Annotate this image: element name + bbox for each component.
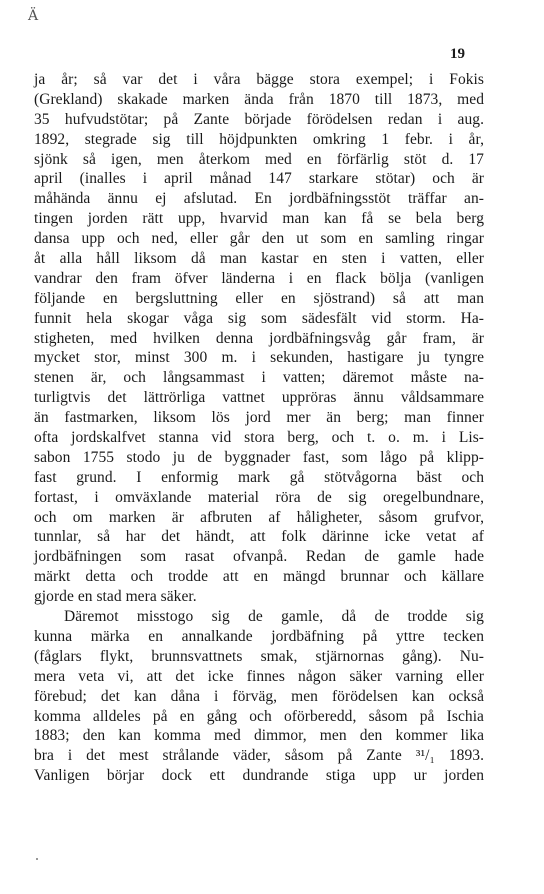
text-line: än fastmarken, liksom lös jord mer än berg; man finner xyxy=(34,409,484,427)
text-line: funnit hela skogar våga sig som sädesfält vid storm. Ha- xyxy=(34,309,484,327)
body-text xyxy=(34,70,484,786)
text-line: dansa upp och ned, eller går den ut som en samling ringar xyxy=(34,230,484,248)
text-line: ja år; så var det i våra bägge stora exempel; i Fokis xyxy=(34,71,484,88)
text-line: (fåglars flykt, brunnsvattnets smak, stjärnornas gång). Nu- xyxy=(34,647,484,665)
paragraph-end-line: gjorde en stad mera säker. xyxy=(34,588,197,606)
text-line: komma alldeles på en gång och oförberedd, såsom på Ischia xyxy=(34,707,484,725)
text-line: Vanligen börjar dock ett dundrande stiga upp ur jorden xyxy=(34,767,484,785)
text-line: bra i det mest strålande väder, såsom på Zante ³¹/₁ 1893. xyxy=(34,747,484,765)
text-line: vandrar den fram öfver länderna i en flack bölja (vanligen xyxy=(34,269,484,287)
text-line: märkt detta och trodde att en mängd brunnar och källare xyxy=(34,568,484,586)
text-line: kunna märka en annalkande jordbäfning på yttre tecken xyxy=(34,627,484,645)
text-line: stigheten, med hvilken denna jordbäfningsvåg går fram, är xyxy=(34,329,484,347)
page-number: 19 xyxy=(450,46,465,62)
text-line: ofta jordskalfvet stanna vid stora berg, och t. o. m. i Lis- xyxy=(34,429,484,447)
text-line: 35 hufvudstötar; på Zante började förödelsen redan i aug. xyxy=(34,110,484,128)
text-line: tunnlar, så har det händt, att folk därinne icke vetat af xyxy=(34,528,484,546)
text-line: åt alla håll liksom då man kastar en sten i vatten, eller xyxy=(34,250,484,268)
text-line: sjönk så igen, men återkom med en förfärlig stöt d. 17 xyxy=(34,150,484,168)
text-line: tingen jorden rätt upp, hvarvid man kan få se bela berg xyxy=(34,210,484,228)
text-line: 1883; den kan komma med dimmor, men den kommer lika xyxy=(34,727,484,745)
text-line: fortast, i omväxlande material röra de sig oregelbundnare, xyxy=(34,488,484,506)
text-line: mera veta vi, att det icke finnes någon säker varning eller xyxy=(34,667,484,685)
text-line: sabon 1755 stodo ju de byggnader fast, som lågo på klipp- xyxy=(34,448,484,466)
text-line: jordbäfningen som rasat ofvanpå. Redan de gamle hade xyxy=(34,548,484,566)
text-line: och om marken är afbruten af håligheter, såsom grufvor, xyxy=(34,508,484,526)
text-line: följande en bergsluttning eller en sjöstrand) så att man xyxy=(34,289,484,307)
corner-mark: Ä xyxy=(28,8,39,24)
text-line: (Grekland) skakade marken ända från 1870 till 1873, med xyxy=(34,90,484,108)
print-speck xyxy=(36,858,38,860)
text-line: måhända ännu ej afslutad. En jordbäfningsstöt träffar an- xyxy=(34,190,484,208)
paragraph-start-line: Däremot misstogo sig de gamle, då de trodde sig xyxy=(64,608,484,626)
text-line: mycket stor, minst 300 m. i sekunden, hastigare ju tyngre xyxy=(34,349,484,367)
text-line: förebud; det kan dåna i förväg, men förödelsen kan också xyxy=(34,687,484,705)
text-line: 1892, stegrade sig till höjdpunkten omkring 1 febr. i år, xyxy=(34,130,484,148)
text-line: stenen är, och långsammast i vatten; däremot måste na- xyxy=(34,369,484,387)
text-line: april (inalles i april månad 147 starkare stötar) och är xyxy=(34,170,484,188)
text-line: fast grund. I enformig mark gå stötvågorna bäst och xyxy=(34,468,484,486)
text-line: turligtvis det lättrörliga vattnet uppröras ännu våldsammare xyxy=(34,389,484,407)
